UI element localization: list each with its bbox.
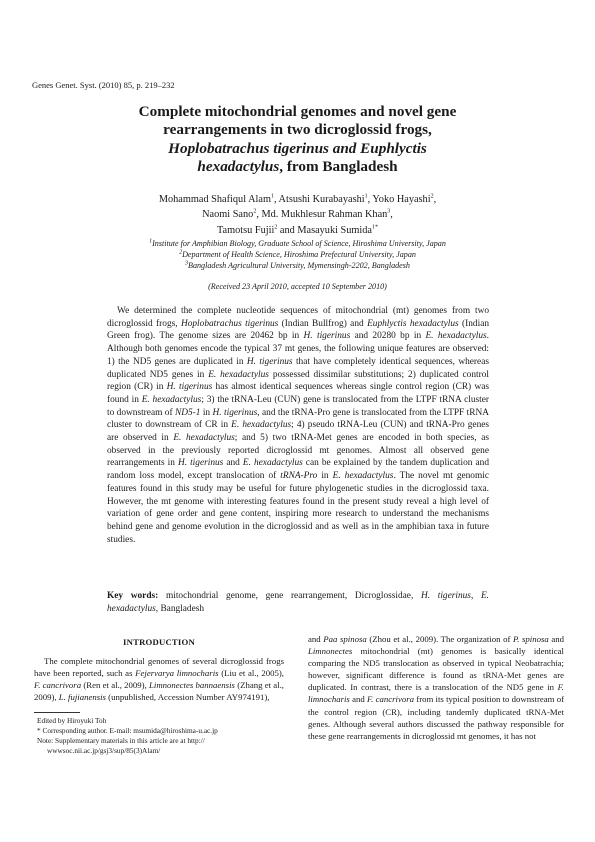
keywords: Key words: mitochondrial genome, gene rearrangement, Dicroglossidae, H. tigerinus, E. hexadactylus, Bangladesh [107,591,490,614]
intro-paragraph-continued: and Paa spinosa (Zhou et al., 2009). The organization of P. spinosa and Limnonectes mitochondrial (mt) genomes is basically identical comparing the ND5 translocation as observed in typical Neobatrachia; however, significant difference is found as tRNA-Met genes are duplicated. In contrast, there is a translocation of the ND5 gene in F. limnocharis and F. cancrivora from its typical position to downstream of the control region (CR), including tandemly duplicated tRNA-Met genes. Although several authors discussed the pathway responsible for these gene rearrangements in dicroglossid mt genomes, it has not [308,634,565,741]
title-line: hexadactylus, from Bangladesh [197,158,398,176]
right-column [308,633,564,742]
footnote-editor: Edited by Hiroyuki Toh [37,716,107,726]
left-column [34,633,284,756]
footnote-corresponding: * Corresponding author. E-mail: msumida@hiroshima-u.ac.jp [37,726,218,736]
affiliation: $^2$Department of Health Science, Hiroshima Prefectural University, Japan [179,249,416,260]
affiliation: $^1$Institute for Amphibian Biology, Graduate School of Science, Hiroshima University, Japan [149,238,446,248]
author-list: Mohammad Shafiqul Alam$^1$, Atsushi Kurabayashi$^1$, Yoko Hayashi$^2$, Naomi Sano$^2$, Md. Mukhlesur Rahman Khan$^3$, Tamotsu Fujii$^2$ and Masayuki Sumida$^{1*}$ [158,193,437,236]
footnote-url: wwwsoc.nii.ac.jp/gsj3/sup/85(3)Alam/ [47,746,161,756]
keywords-label: Key words: [107,591,159,601]
title-line: Complete mitochondrial genomes and novel gene [138,103,457,120]
affiliation: $^3$Bangladesh Agricultural University, Mymensingh-2202, Bangladesh [185,260,410,271]
title-line: Hoplobatrachus tigerinus and Euphlyctis [168,139,427,157]
footnotes [34,716,284,756]
intro-paragraph: The complete mitochondrial genomes of several dicroglossid frogs have been reported, such as Fejervarya limnocharis (Liu et al., 2005), F. cancrivora (Ren et al., 2009), Limnonectes bannaensis (Zhang et al., 2009), L. fujianensis (unpublished, Accession Number AY974191), [34,656,284,703]
abstract: We determined the complete nucleotide sequences of mitochondrial (mt) genomes from two dicroglossid frogs, Hoplobatrachus tigerinus (Indian Bullfrog) and Euphlyctis hexadactylus (Indian Green frog). The genome sizes are 20462 bp in H. tigerinus and 20280 bp in E. hexadactylus. Although both genomes encode the typical 37 mt genes, the following unique features are observed: 1) the ND5 genes are duplicated in H. tigerinus that have completely identical sequences, whereas duplicated ND5 genes in E. hexadactylus possessed dissimilar substitutions; 2) duplicated control region (CR) in H. tigerinus has almost identical sequences whereas single control region (CR) was found in E. hexadactylus; 3) the tRNA-Leu (CUN) gene is translocated from the LTPF tRNA cluster to downstream of ND5-1 in H. tigerinus, and the tRNA-Pro gene is translocated from the LTPF tRNA cluster to downstream of CR in E. hexadactylus; 4) pseudo tRNA-Leu (CUN) and tRNA-Pro genes are observed in E. hexadactylus; and 5) two tRNA-Met genes are encoded in both species, as observed in the previously reported dicroglossid mt genomes. Almost all observed gene rearrangements in H. tigerinus and E. hexadactylus can be explained by the tandem duplication and random loss model, except translocation of tRNA-Pro in E. hexadactylus. The novel mt genomic features found in this study may be useful for future phylogenetic studies in the dicroglossid taxa. However, the mt genome with interesting features found in the present study reveal a high level of variation of gene order and gene content, inspiring more research to understand the mechanisms behind gene and genome evolution in the dicroglossid and as well as in the amphibian taxa in future studies. [107,306,490,545]
journal-citation: Genes Genet. Syst. (2010) 85, p. 219–232 [32,80,175,90]
affiliations [80,238,515,272]
footnote-note: Note: Supplementary materials in this article are at http:// [37,736,205,746]
received-dates: (Received 23 April 2010, accepted 10 September 2010) [208,282,387,291]
paper-title [60,103,535,177]
footnote-divider [34,712,80,713]
title-line: rearrangements in two dicroglossid frogs, [163,121,432,139]
section-heading-introduction: INTRODUCTION [123,637,195,647]
